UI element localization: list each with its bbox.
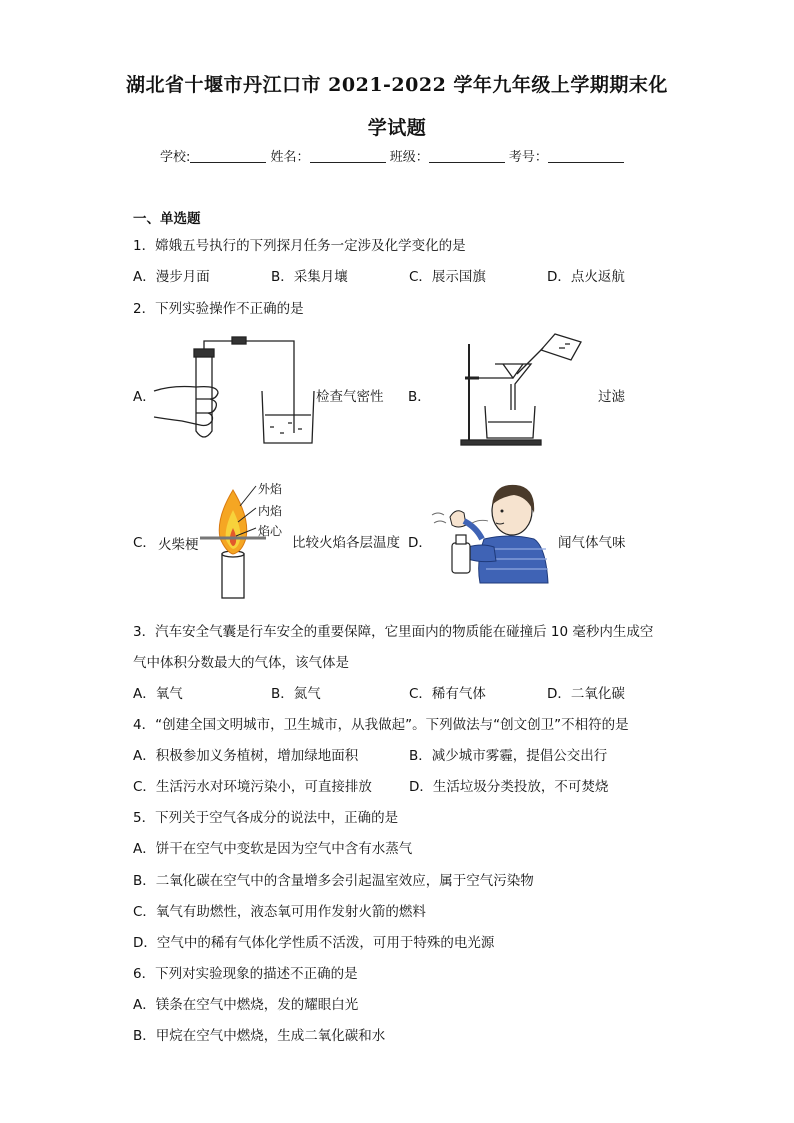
q6-option-a: A．镁条在空气中燃烧，发的耀眼白光 xyxy=(133,997,359,1013)
q1-option-c: C．展示国旗 xyxy=(409,269,486,285)
school-label: 学校: xyxy=(160,150,191,165)
q2-b-letter: B． xyxy=(408,389,431,405)
exam-number-label: 考号： xyxy=(508,150,548,165)
match-label: 火柴梗 xyxy=(158,537,199,553)
q5-option-c: C．氧气有助燃性，液态氧可用作发射火箭的燃料 xyxy=(133,904,426,920)
q3-option-c: C．稀有气体 xyxy=(409,686,486,702)
q4-option-a: A．积极参加义务植树，增加绿地面积 xyxy=(133,748,359,764)
name-label: 姓名： xyxy=(270,150,310,165)
filtration-figure xyxy=(455,330,585,448)
q2-b-caption: 过滤 xyxy=(598,389,625,405)
q3-stem-line1: 3．汽车安全气囊是行车安全的重要保障，它里面内的物质能在碰撞后 10 毫秒内生成空 xyxy=(133,624,654,640)
q5-option-b: B．二氧化碳在空气中的含量增多会引起温室效应，属于空气污染物 xyxy=(133,873,534,889)
section-title: 一、单选题 xyxy=(133,211,201,227)
q2-a-letter: A． xyxy=(133,389,156,405)
q4-stem: 4．“创建全国文明城市，卫生城市，从我做起”。下列做法与“创文创卫”不相符的是 xyxy=(133,717,629,733)
exam-title-line1: 湖北省十堰市丹江口市 2021-2022 学年九年级上学期期末化 xyxy=(126,74,668,96)
q3-option-a: A．氧气 xyxy=(133,686,183,702)
q2-c-caption: 比较火焰各层温度 xyxy=(292,535,400,551)
q2-stem: 2．下列实验操作不正确的是 xyxy=(133,301,304,317)
smelling-gas-figure xyxy=(430,477,550,585)
q5-option-a: A．饼干在空气中变软是因为空气中含有水蒸气 xyxy=(133,841,413,857)
q3-stem-line2: 气中体积分数最大的气体，该气体是 xyxy=(133,655,349,671)
class-blank[interactable] xyxy=(429,148,505,163)
flame-core-label: 焰心 xyxy=(258,524,283,538)
q3-option-d: D．二氧化碳 xyxy=(547,686,625,702)
q1-option-b: B．采集月壤 xyxy=(271,269,348,285)
school-blank[interactable] xyxy=(190,148,266,163)
name-blank[interactable] xyxy=(310,148,386,163)
q6-option-b: B．甲烷在空气中燃烧，生成二氧化碳和水 xyxy=(133,1028,386,1044)
class-label: 班级： xyxy=(389,150,429,165)
q2-c-letter: C． xyxy=(133,535,156,551)
q4-option-d: D．生活垃圾分类投放，不可焚烧 xyxy=(409,779,609,795)
q6-stem: 6．下列对实验现象的描述不正确的是 xyxy=(133,966,358,982)
inner-flame-label: 内焰 xyxy=(258,504,283,518)
q1-stem: 1．嫦娥五号执行的下列探月任务一定涉及化学变化的是 xyxy=(133,238,466,254)
airtightness-figure xyxy=(152,333,317,448)
outer-flame-label: 外焰 xyxy=(258,482,283,496)
student-info-row xyxy=(160,146,624,165)
q2-d-letter: D． xyxy=(408,535,432,551)
q3-option-b: B．氮气 xyxy=(271,686,321,702)
q4-option-b: B．减少城市雾霾，提倡公交出行 xyxy=(409,748,608,764)
exam-title-line2: 学试题 xyxy=(367,117,427,139)
exam-number-blank[interactable] xyxy=(548,148,624,163)
q5-option-d: D．空气中的稀有气体化学性质不活泼，可用于特殊的电光源 xyxy=(133,935,495,951)
q1-option-d: D．点火返航 xyxy=(547,269,625,285)
q2-d-caption: 闻气体气味 xyxy=(558,535,626,551)
q2-a-caption: 检查气密性 xyxy=(316,389,384,405)
q4-option-c: C．生活污水对环境污染小，可直接排放 xyxy=(133,779,372,795)
q1-option-a: A．漫步月面 xyxy=(133,269,210,285)
q5-stem: 5．下列关于空气各成分的说法中，正确的是 xyxy=(133,810,399,826)
